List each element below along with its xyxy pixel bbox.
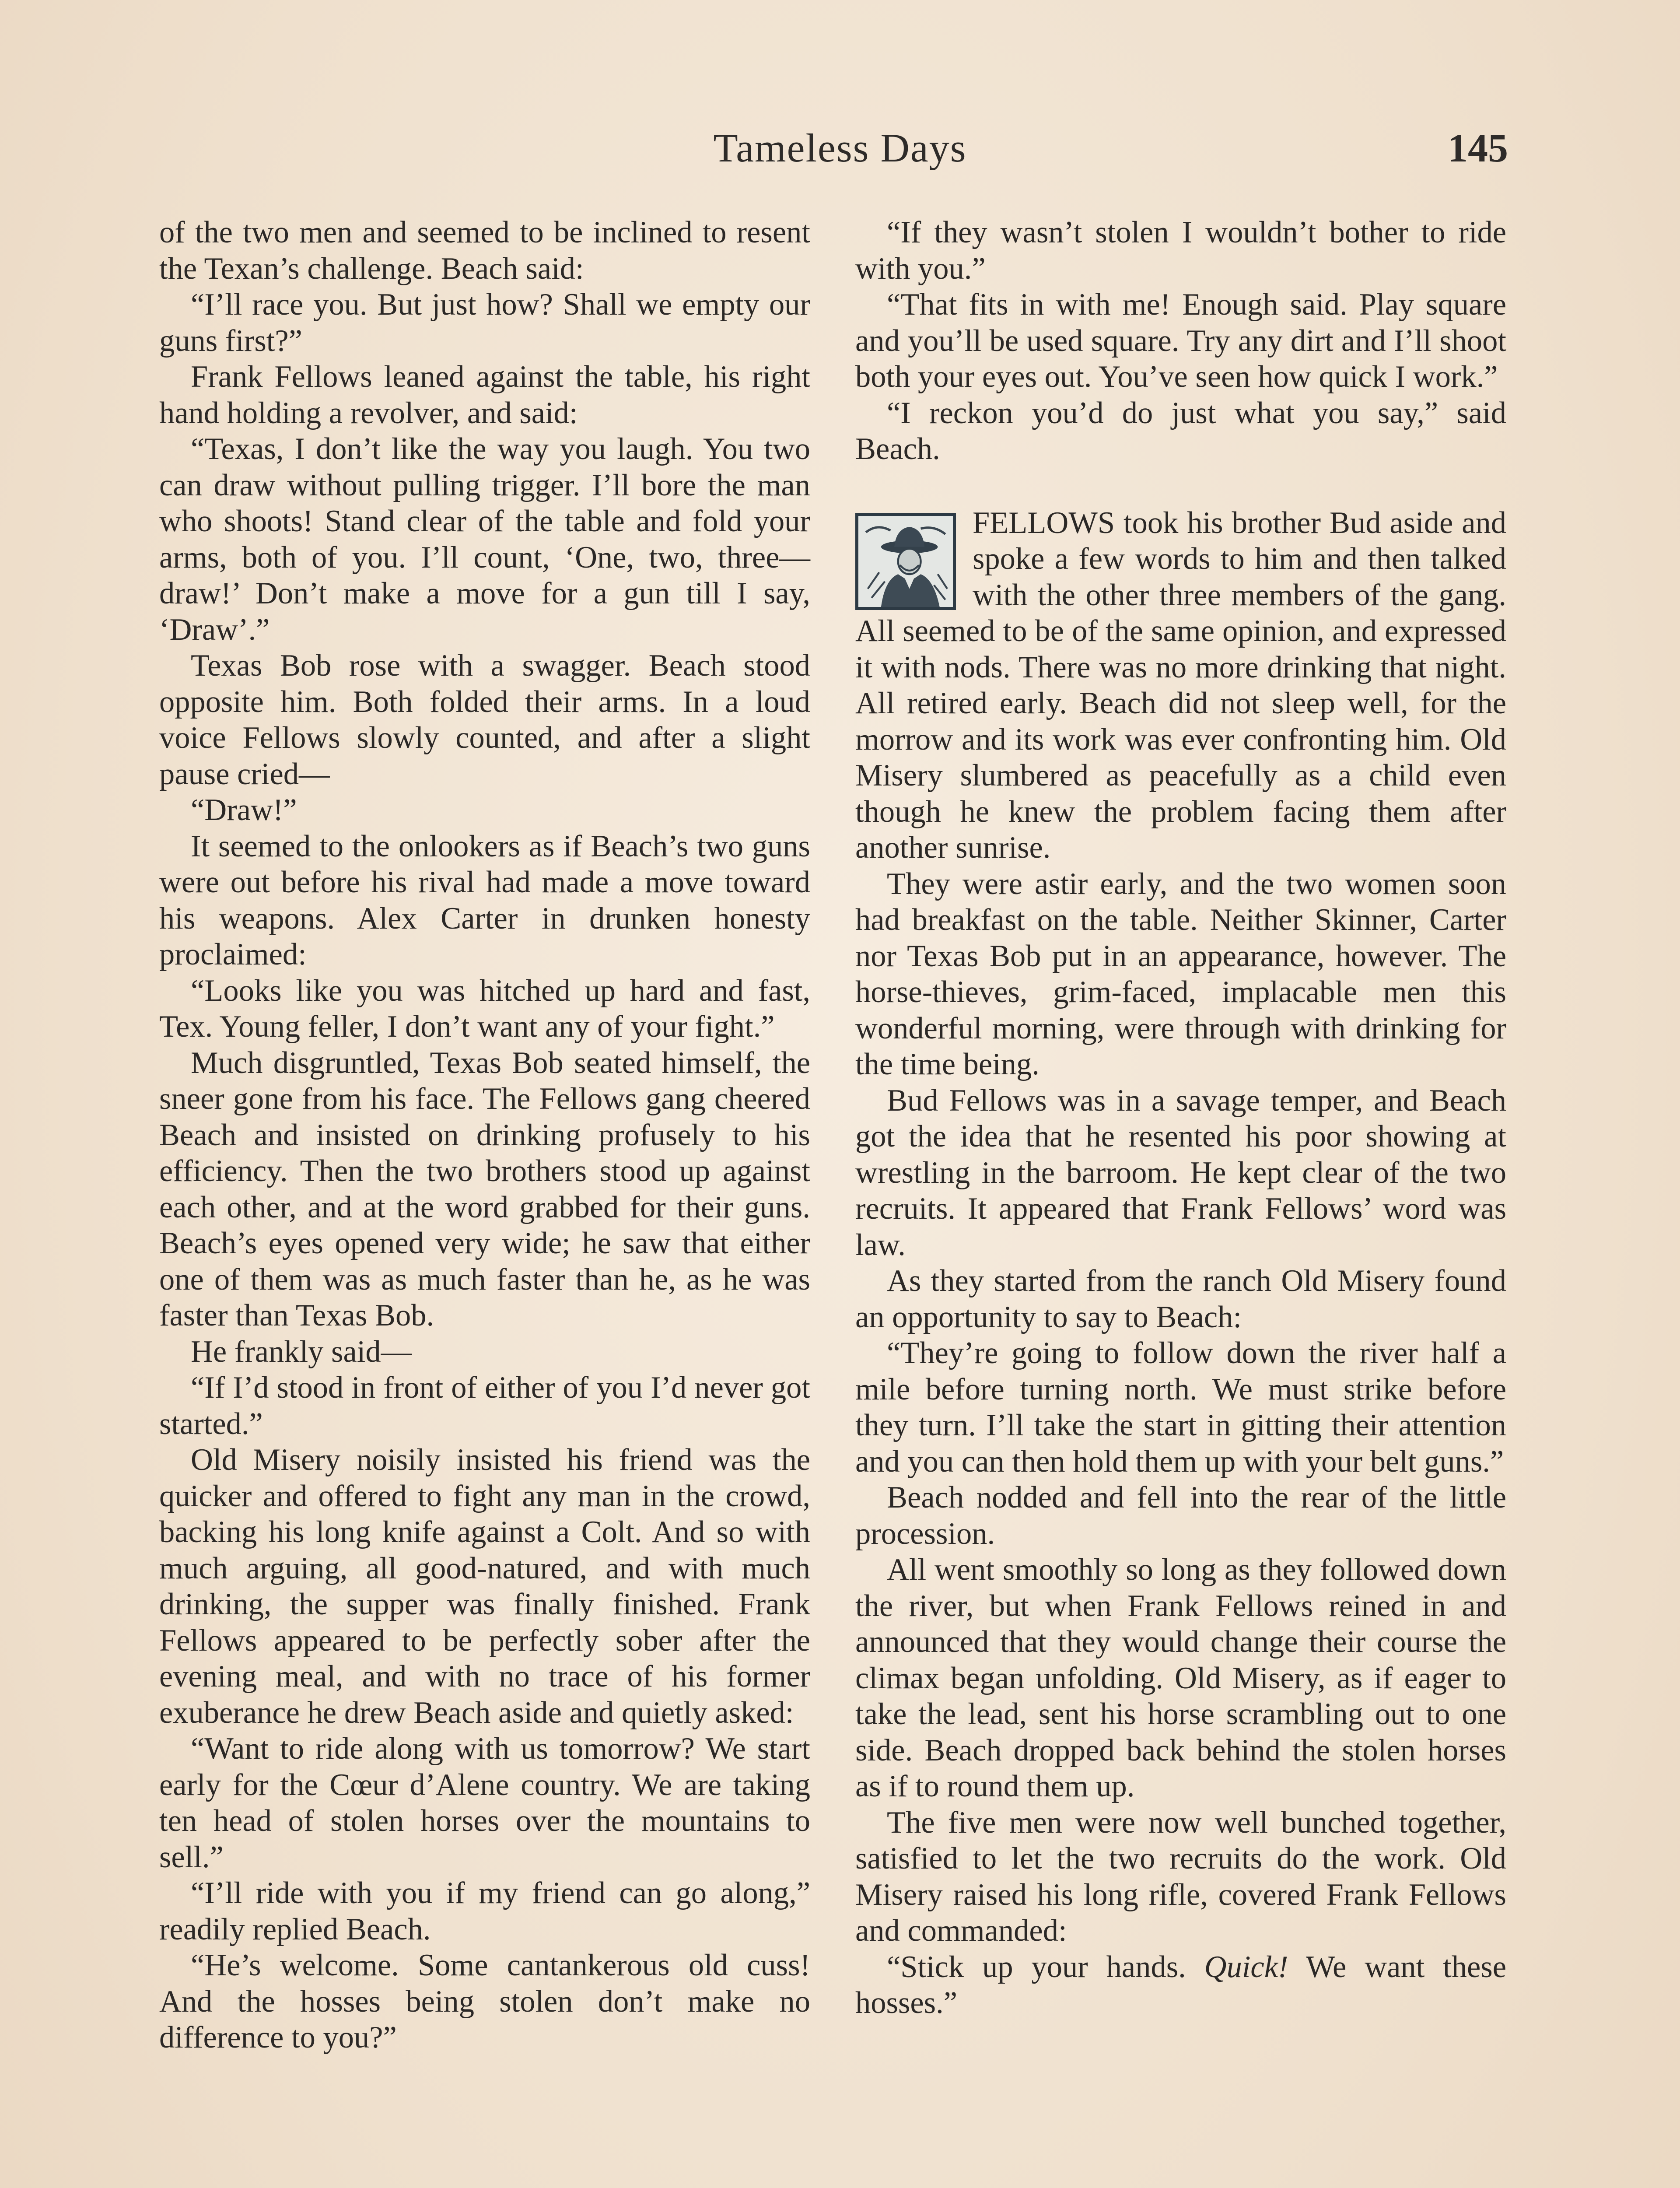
final-text-start: “Stick up your hands.: [887, 1950, 1204, 1984]
page-header: [0, 122, 1680, 174]
page-number: 145: [1448, 126, 1508, 170]
paragraph: They were astir early, and the two women soon had breakfast on the table. Neither Skinner, Carter nor Texas Bob put in an appearance, however. The horse-thieves, grim-faced, implacable men this wonderful morning, were through with drinking for the time being.: [855, 866, 1506, 1081]
paragraph: Beach nodded and fell into the rear of the little procession.: [855, 1480, 1506, 1551]
paragraph: “I’ll ride with you if my friend can go along,” readily replied Beach.: [159, 1876, 810, 1946]
paragraph: “Draw!”: [191, 793, 297, 827]
paragraph: “I reckon you’d do just what you say,” said Beach.: [855, 396, 1506, 466]
running-title: Tameless Days: [713, 126, 967, 170]
paragraph: Old Misery noisily insisted his friend was the quicker and offered to fight any man in the crowd, backing his long knife against a Colt. And so with much arguing, all good-natured, and with much drinking, the supper was finally finished. Frank Fellows appeared to be perfectly sober after the evening meal, and with no trace of his former exuberance he drew Beach aside and quietly asked:: [159, 1443, 810, 1730]
paragraph: Frank Fellows leaned against the table, his right hand holding a revolver, and said:: [159, 360, 810, 430]
section-break: [855, 467, 1506, 505]
left-column: [159, 214, 810, 2056]
paragraph: Much disgruntled, Texas Bob seated himself, the sneer gone from his face. The Fellows gang cheered Beach and insisted on drinking profusely to his efficiency. Then the two brothers stood up against each other, and at the word grabbed for their guns. Beach’s eyes opened very wide; he saw that either one of them was as much faster than he, as he was faster than Texas Bob.: [159, 1045, 810, 1332]
paragraph: “That fits in with me! Enough said. Play square and you’ll be used square. Try any dirt and I’ll shoot both your eyes out. You’ve seen how quick I work.”: [855, 288, 1506, 394]
paragraph: It seemed to the onlookers as if Beach’s two guns were out before his rival had made a move toward his weapons. Alex Carter in drunken honesty proclaimed:: [159, 829, 810, 971]
paragraph: As they started from the ranch Old Misery found an opportunity to say to Beach:: [855, 1264, 1506, 1334]
cowboy-portrait-icon: [855, 513, 956, 610]
paragraph: “Texas, I don’t like the way you laugh. You two can draw without pulling trigger. I’ll bore the man who shoots! Stand clear of the table and fold your arms, both of you. I’ll count, ‘One, two, three—draw!’ Don’t make a move for a gun till I say, ‘Draw’.”: [159, 432, 810, 647]
paragraph: “If they wasn’t stolen I wouldn’t bother to ride with you.”: [855, 215, 1506, 286]
paragraph: All went smoothly so long as they followed down the river, but when Frank Fellows reined in and announced that they would change their course the climax began unfolding. Old Misery, as if eager to take the lead, sent his horse scrambling out to one side. Beach dropped back behind the stolen horses as if to round them up.: [855, 1553, 1506, 1803]
final-paragraph: [855, 1949, 1506, 2021]
paragraph: “Want to ride along with us tomorrow? We start early for the Cœur d’Alene country. We are taking ten head of stolen horses over the mountains to sell.”: [159, 1732, 810, 1874]
paragraph: Texas Bob rose with a swagger. Beach stood opposite him. Both folded their arms. In a loud voice Fellows slowly counted, and after a slight pause cried—: [159, 649, 810, 791]
paragraph: “Looks like you was hitched up hard and fast, Tex. Young feller, I don’t want any of your fight.”: [159, 973, 810, 1044]
paragraph: Bud Fellows was in a savage temper, and Beach got the idea that he resented his poor showing at wrestling in the barroom. He kept clear of the two recruits. It appeared that Frank Fellows’ word was law.: [855, 1083, 1506, 1262]
paragraph: He frankly said—: [191, 1334, 412, 1369]
paragraph: The five men were now well bunched together, satisfied to let the two recruits do the work. Old Misery raised his long rifle, covered Frank Fellows and commanded:: [855, 1805, 1506, 1948]
final-text-italic: Quick!: [1204, 1950, 1288, 1984]
paragraph: of the two men and seemed to be inclined to resent the Texan’s challenge. Beach said:: [159, 215, 810, 286]
dropcap-paragraph: FELLOWS took his brother Bud aside and spoke a few words to him and then talked with the other three members of the gang. All seemed to be of the same opinion, and expressed it with nods. There was no more drinking that night. All retired early. Beach did not sleep well, for the morrow and its work was ever confronting him. Old Misery slumbered as peacefully as a child even though he knew the problem facing them after another sunrise.: [855, 505, 1506, 865]
paragraph: “He’s welcome. Some cantankerous old cuss! And the hosses being stolen don’t make no difference to you?”: [159, 1948, 810, 2055]
right-column: [855, 214, 1506, 2021]
paragraph: “They’re going to follow down the river half a mile before turning north. We must strike before they turn. I’ll take the start in gitting their attention and you can then hold them up with your belt guns.”: [855, 1336, 1506, 1479]
paragraph: “I’ll race you. But just how? Shall we empty our guns first?”: [159, 288, 810, 358]
paragraph: “If I’d stood in front of either of you I’d never got started.”: [159, 1371, 810, 1441]
final-text-end: We want these hosses.”: [855, 1950, 1507, 2020]
